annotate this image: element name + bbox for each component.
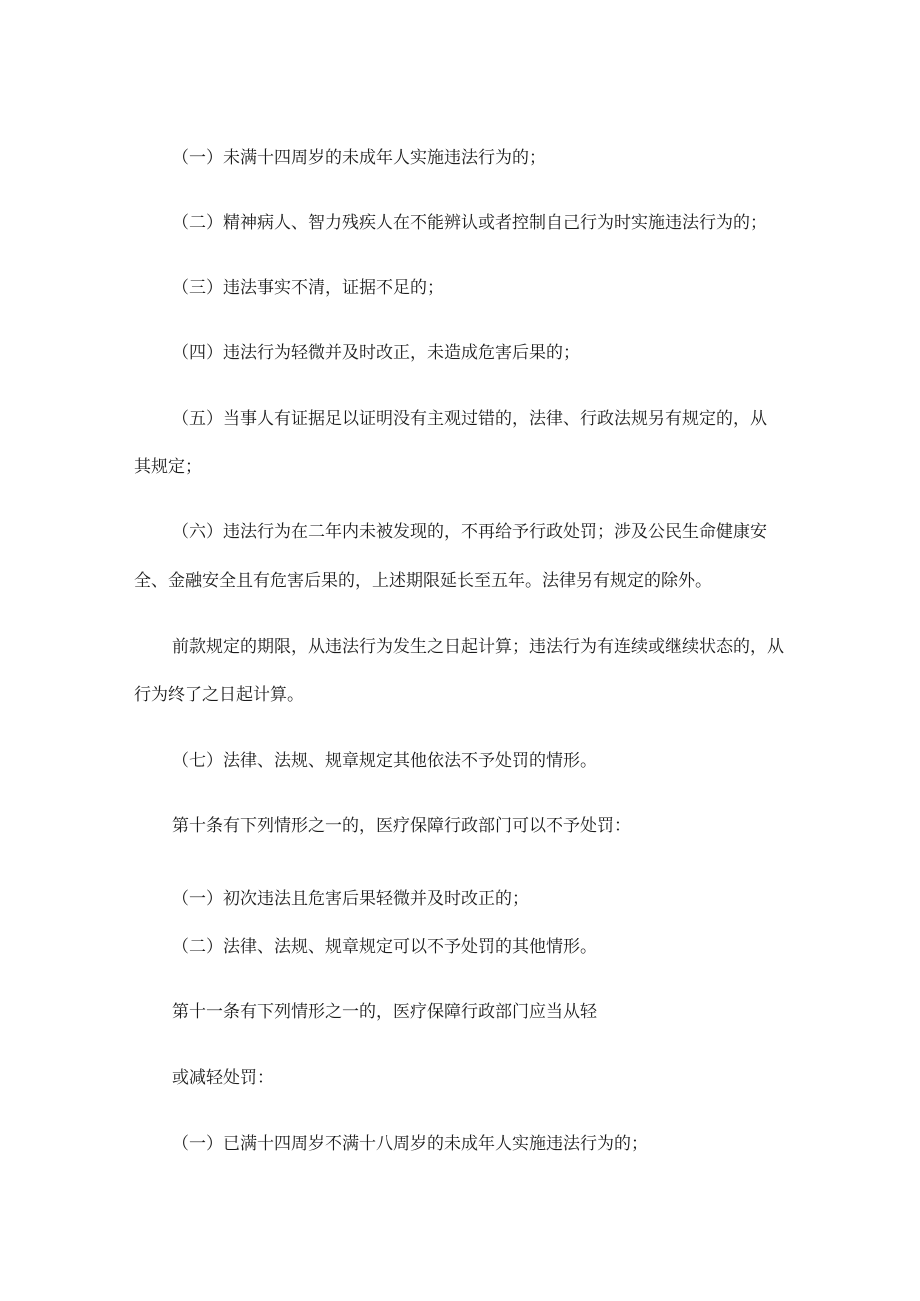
paragraph-item-5-continued: 其规定； <box>134 457 202 477</box>
article-10-item-1: （一）初次违法且危害后果轻微并及时改正的； <box>172 889 529 909</box>
article-11-heading-continued: 或减轻处罚： <box>172 1068 274 1088</box>
paragraph-item-7: （七）法律、法规、规章规定其他依法不予处罚的情形。 <box>172 751 597 771</box>
paragraph-item-2: （二）精神病人、智力残疾人在不能辨认或者控制自己行为时实施违法行为的； <box>172 213 767 233</box>
paragraph-item-6: （六）违法行为在二年内未被发现的，不再给予行政处罚；涉及公民生命健康安 <box>172 522 767 542</box>
paragraph-period-rule-continued: 行为终了之日起计算。 <box>134 685 304 705</box>
paragraph-item-1: （一）未满十四周岁的未成年人实施违法行为的； <box>172 148 546 168</box>
paragraph-period-rule: 前款规定的期限，从违法行为发生之日起计算；违法行为有连续或继续状态的，从 <box>172 637 784 657</box>
article-10-heading: 第十条有下列情形之一的，医疗保障行政部门可以不予处罚： <box>172 816 631 836</box>
paragraph-item-3: （三）违法事实不清，证据不足的； <box>172 278 444 298</box>
article-11-heading: 第十一条有下列情形之一的，医疗保障行政部门应当从轻 <box>172 1002 597 1022</box>
article-10-item-2: （二）法律、法规、规章规定可以不予处罚的其他情形。 <box>172 937 597 957</box>
paragraph-item-4: （四）违法行为轻微并及时改正，未造成危害后果的； <box>172 343 580 363</box>
paragraph-item-6-continued: 全、金融安全且有危害后果的，上述期限延长至五年。法律另有规定的除外。 <box>134 571 712 591</box>
article-11-item-1: （一）已满十四周岁不满十八周岁的未成年人实施违法行为的； <box>172 1134 648 1154</box>
paragraph-item-5: （五）当事人有证据足以证明没有主观过错的，法律、行政法规另有规定的，从 <box>172 409 767 429</box>
